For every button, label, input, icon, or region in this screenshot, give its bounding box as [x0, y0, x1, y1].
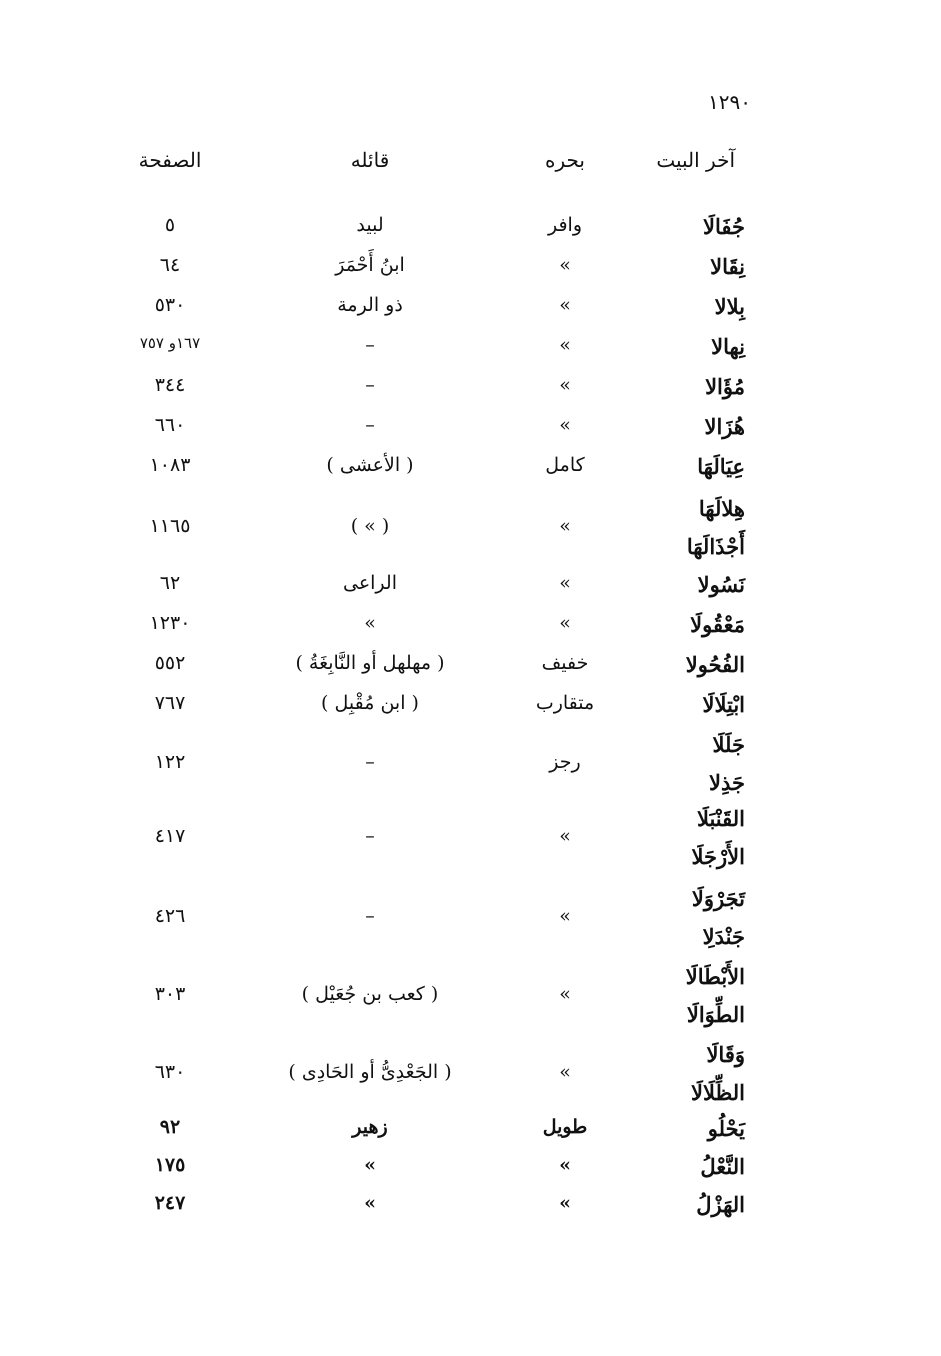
page-number: ١٢٩٠ [708, 90, 751, 114]
meter-cell: » [559, 374, 571, 396]
page-cell: ٤٢٦ [154, 905, 186, 927]
verse-end-cell [711, 328, 745, 366]
poet-cell: » [364, 1192, 376, 1214]
poet-cell: لبيد [356, 214, 384, 236]
poet-cell: الراعى [342, 572, 397, 594]
meter-cell: » [559, 334, 571, 356]
verse-end-text: مُؤَالا [705, 374, 745, 399]
page-cell: ٦٦٠ [154, 414, 186, 436]
verse-end-text: الظِّلَالَا [691, 1080, 745, 1105]
verse-end-cell [698, 566, 745, 604]
verse-end-text: ابْتِلَالَا [702, 692, 745, 717]
meter-cell: » [559, 825, 571, 847]
verse-end-cell [700, 1148, 745, 1186]
verse-end-cell [692, 880, 745, 956]
verse-end-text: الطِّوَالَا [686, 1002, 745, 1027]
meter-cell: » [559, 515, 571, 537]
meter-cell: طويل [542, 1116, 588, 1138]
table-row [0, 1186, 941, 1224]
verse-end-text: الأَبْطَالَا [685, 964, 745, 989]
table-row [0, 566, 941, 604]
verse-end-text: الأَرْجَلَا [691, 844, 745, 869]
verse-end-cell [703, 208, 745, 246]
poet-cell: ( » ) [350, 515, 390, 537]
verse-end-text: نِهالا [711, 334, 745, 359]
meter-cell: وافر [547, 214, 583, 236]
poet-cell: ( الجَعْدِىُّ أو الحَادِى ) [288, 1061, 452, 1083]
verse-end-text: وَقَالَا [706, 1042, 745, 1067]
header-poet: قائله [350, 148, 390, 172]
meter-cell: كامل [545, 454, 585, 476]
meter-cell: » [559, 905, 571, 927]
verse-end-text: جَلَلَا [712, 732, 745, 757]
poet-cell: ( ابن مُقْبِل ) [321, 692, 419, 714]
header-page: الصفحة [138, 148, 202, 172]
meter-cell: » [559, 1061, 571, 1083]
verse-end-cell [705, 368, 745, 406]
table-row [0, 958, 941, 1034]
page-cell: ٤١٧ [154, 825, 186, 847]
table-row [0, 726, 941, 802]
poet-cell: ذو الرمة [337, 294, 403, 316]
verse-end-cell [702, 686, 745, 724]
verse-end-text: جَنْدَلِا [702, 924, 745, 949]
verse-end-cell [705, 408, 745, 446]
verse-end-text: أَجْذَالَهَا [686, 534, 745, 559]
table-header [0, 148, 941, 184]
meter-cell: » [559, 414, 571, 436]
poet-cell: – [365, 751, 375, 773]
meter-cell: » [559, 612, 571, 634]
verse-end-cell [710, 248, 745, 286]
table-row [0, 880, 941, 956]
verse-end-text: عِيَالَهَا [697, 454, 745, 479]
page-cell: ٣٠٣ [154, 983, 186, 1005]
verse-end-text: تَجَرْوَلَا [691, 886, 745, 911]
verse-end-cell [686, 646, 745, 684]
table-row [0, 368, 941, 406]
poet-cell: ابنُ أَحْمَرَ [335, 254, 405, 276]
verse-end-text: هُزَالا [704, 414, 745, 439]
poet-cell: » [364, 1154, 376, 1176]
poet-cell: – [365, 374, 375, 396]
verse-end-text: بِلالا [714, 294, 745, 319]
page-cell: ٦٤ [159, 254, 181, 276]
verse-end-text: نِقَالا [710, 254, 745, 279]
verse-end-cell [696, 1186, 745, 1224]
meter-cell: » [559, 1192, 571, 1214]
meter-cell: » [559, 254, 571, 276]
page-cell: ١٧٥ [154, 1154, 186, 1176]
meter-cell: متقارب [535, 692, 595, 714]
verse-end-cell [715, 288, 745, 326]
table-row [0, 606, 941, 644]
verse-end-cell [691, 1036, 745, 1112]
meter-cell: » [559, 1154, 571, 1176]
header-meter: بحره [545, 148, 585, 172]
verse-end-text: هِلالَهَا [698, 496, 745, 521]
table-row [0, 328, 941, 366]
page-cell: ١٠٨٣ [149, 454, 191, 476]
poet-cell: زهير [352, 1116, 388, 1138]
verse-end-text: يَحْلُو [707, 1116, 745, 1141]
page-cell: ٣٤٤ [154, 374, 186, 396]
page-cell: ٧٦٧ [154, 692, 186, 714]
page-cell: ٦٢ [159, 572, 181, 594]
verse-end-text: الهَزْلُ [696, 1192, 745, 1217]
verse-end-cell [686, 958, 745, 1034]
page-cell: ٥ [164, 214, 176, 236]
page-cell: ٩٢ [159, 1116, 181, 1138]
poet-cell: » [364, 612, 376, 634]
verse-end-cell [690, 606, 745, 644]
verse-end-cell [708, 1110, 745, 1148]
poet-cell: – [365, 905, 375, 927]
verse-end-cell [687, 490, 745, 566]
verse-end-text: نَسُولا [697, 572, 745, 597]
table-row [0, 1110, 941, 1148]
poet-cell: ( مهلهل أو النَّابِغَةُ ) [295, 652, 445, 674]
table-row [0, 800, 941, 876]
table-row [0, 448, 941, 486]
table-row [0, 686, 941, 724]
table-row [0, 248, 941, 286]
table-row [0, 288, 941, 326]
meter-cell: رجز [549, 751, 581, 773]
poet-cell: – [365, 414, 375, 436]
page-cell: ١١٦٥ [149, 515, 191, 537]
table-row [0, 1036, 941, 1112]
page-cell: ١٦٧و ٧٥٧ [139, 334, 201, 352]
page-cell: ٥٣٠ [154, 294, 186, 316]
meter-cell: » [559, 572, 571, 594]
page-cell: ٢٤٧ [154, 1192, 186, 1214]
poet-cell: – [365, 825, 375, 847]
verse-end-cell [697, 448, 745, 486]
table-row [0, 408, 941, 446]
table-row [0, 646, 941, 684]
verse-end-text: جُفَالَا [703, 214, 745, 239]
meter-cell: » [559, 983, 571, 1005]
table-row [0, 208, 941, 246]
verse-end-cell [692, 800, 745, 876]
poet-cell: – [365, 334, 375, 356]
poet-cell: ( الأعشى ) [326, 454, 414, 476]
page-cell: ١٢٣٠ [149, 612, 191, 634]
poet-cell: ( كعب بن جُعَيْل ) [301, 983, 439, 1005]
verse-end-text: الفُحُولا [685, 652, 745, 677]
verse-end-text: القَنْبَلَا [696, 806, 745, 831]
verse-end-text: جَذِلا [709, 770, 745, 795]
page-cell: ٦٣٠ [154, 1061, 186, 1083]
verse-end-text: مَعْقُولَا [690, 612, 745, 637]
verse-end-text: النَّعْلُ [700, 1154, 745, 1179]
meter-cell: خفيف [541, 652, 589, 674]
header-verse-end: آخر البيت [656, 148, 735, 172]
table-row [0, 490, 941, 566]
page-cell: ٥٥٢ [154, 652, 186, 674]
page-cell: ١٢٢ [154, 751, 186, 773]
meter-cell: » [559, 294, 571, 316]
table-row [0, 1148, 941, 1186]
verse-end-cell [709, 726, 745, 802]
